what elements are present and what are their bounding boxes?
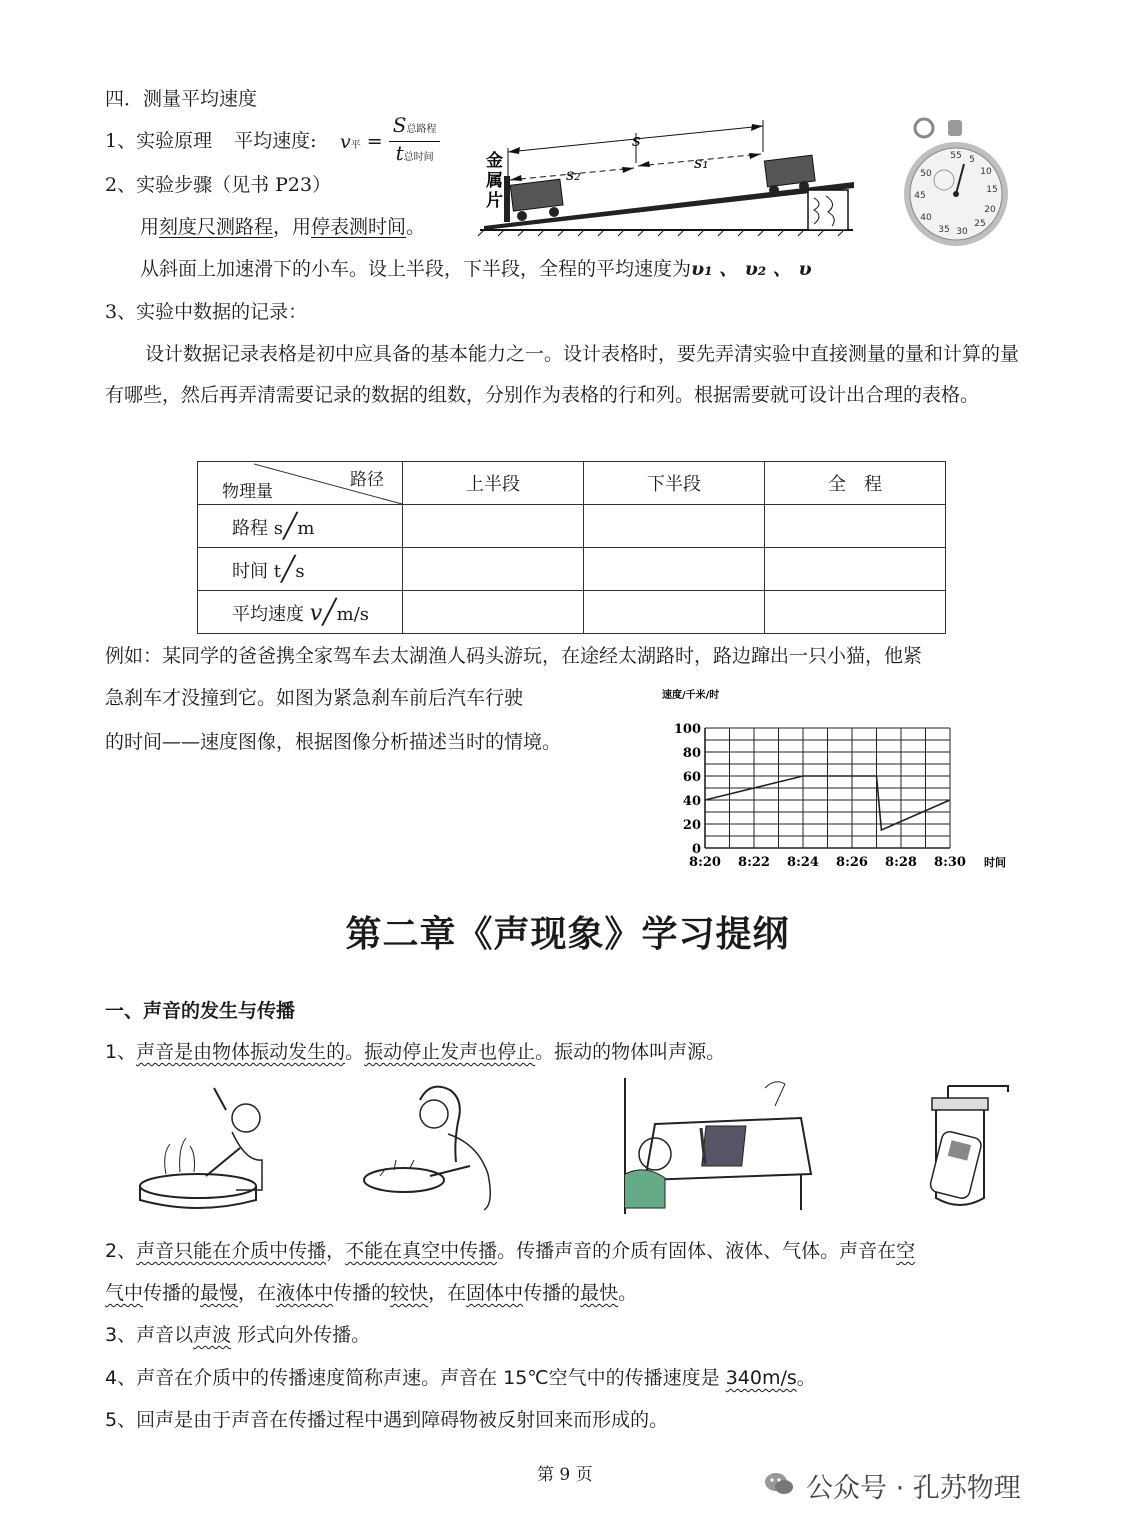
- chart-x-tick-label: 8:22: [738, 855, 770, 870]
- formula-denominator: t总时间: [395, 141, 434, 165]
- chart-x-tick-label: 8:30: [934, 855, 966, 870]
- table-row: [198, 591, 946, 634]
- speed-time-chart: [650, 686, 1006, 876]
- col-header: 全 程: [765, 462, 946, 505]
- svg-text:10: 10: [980, 167, 992, 177]
- table-cell: [403, 591, 584, 634]
- data-table: [197, 461, 946, 634]
- bell-jar-phone-illustration: [918, 1074, 1018, 1214]
- velocity-vars: υ₁ 、 υ₂ 、 υ: [691, 258, 812, 280]
- chapter-title: 第二章《声现象》学习提纲: [345, 914, 790, 955]
- point-2-line-2: 气中传播的最慢，在液体中传播的较快，在固体中传播的最快。: [105, 1282, 638, 1304]
- label-s2: s₂: [566, 165, 581, 184]
- drum-illustration: [136, 1082, 276, 1212]
- desk-illustration: [605, 1078, 815, 1214]
- step-line-2: 从斜面上加速滑下的小车。设上半段，下半段，全程的平均速度为υ₁ 、 υ₂ 、 υ: [140, 258, 812, 280]
- wechat-icon: [764, 1472, 794, 1494]
- chart-ylabel: 速度/千米/时: [662, 690, 720, 701]
- row-label: 路程 s╱m: [198, 505, 403, 548]
- svg-text:50: 50: [920, 169, 932, 179]
- svg-text:30: 30: [956, 227, 968, 237]
- example-line-3: 的时间——速度图像，根据图像分析描述当时的情境。: [105, 731, 562, 753]
- example-line-1: 例如：某同学的爸爸携全家驾车去太湖渔人码头游玩，在途经太湖路时，路边蹿出一只小猫，他紧: [105, 645, 923, 667]
- corner-top-label: 路径: [350, 470, 384, 490]
- col-header: 上半段: [403, 462, 584, 505]
- formula-v: v平: [340, 130, 361, 153]
- item-1-label: 1、实验原理: [105, 130, 213, 152]
- label-s1: s₁: [694, 153, 709, 172]
- svg-text:25: 25: [974, 219, 986, 229]
- point-1: 1、声音是由物体振动发生的。振动停止发声也停止。振动的物体叫声源。: [105, 1041, 726, 1063]
- formula-numerator: S总路程: [389, 114, 441, 142]
- metal-plate-label-2: 属: [486, 171, 503, 191]
- section-1-heading: 一、声音的发生与传播: [105, 1000, 296, 1022]
- item-1-text: 平均速度:: [234, 130, 317, 152]
- table-cell: [403, 505, 584, 548]
- svg-text:55: 55: [950, 151, 962, 161]
- section-heading: 四．测量平均速度: [105, 88, 258, 110]
- chart-x-tick-label: 8:20: [689, 855, 721, 870]
- paragraph-table-design: 设计数据记录表格是初中应具备的基本能力之一。设计表格时，要先弄清实验中直接测量的量和计算的量有哪些，然后再弄清需要记录的数据的组数，分别作为表格的行和列。根据需要就可设计出合理的表格。: [105, 343, 1020, 406]
- table-cell: [765, 591, 946, 634]
- chart-y-tick-label: 80: [682, 746, 701, 761]
- chart-x-tick-label: 8:24: [787, 855, 819, 870]
- chart-x-tick-label: 8:28: [885, 855, 917, 870]
- chart-xlabel: 时间: [984, 856, 1006, 869]
- watermark: 公众号 · 孔苏物理: [806, 1473, 1021, 1504]
- incline-diagram: [478, 118, 858, 236]
- metal-plate-label-1: 金: [486, 151, 503, 171]
- chart-y-tick-label: 40: [682, 794, 701, 809]
- svg-text:40: 40: [920, 213, 932, 223]
- table-cell: [403, 548, 584, 591]
- table-corner: [198, 462, 403, 505]
- chart-y-tick-label: 60: [682, 770, 701, 785]
- label-s: s: [632, 131, 641, 151]
- table-row: [198, 548, 946, 591]
- point-5: 5、回声是由于声音在传播过程中遇到障碍物被反射回来而形成的。: [105, 1409, 669, 1431]
- svg-text:35: 35: [938, 225, 950, 235]
- step-line-1: 用刻度尺测路程，用停表测时间。: [140, 216, 426, 238]
- row-label: 时间 t╱s: [198, 548, 403, 591]
- item-2: 2、实验步骤（见书 P23）: [105, 174, 332, 196]
- item-3: 3、实验中数据的记录：: [105, 301, 308, 323]
- svg-text:15: 15: [986, 185, 998, 195]
- point-2-line-1: 2、声音只能在介质中传播，不能在真空中传播。传播声音的介质有固体、液体、气体。声音在空: [105, 1240, 916, 1262]
- point-3: 3、声音以声波 形式向外传播。: [105, 1324, 371, 1346]
- table-row: [198, 505, 946, 548]
- frying-pan-illustration: [360, 1080, 520, 1212]
- chart-grid: [705, 728, 950, 848]
- table-cell: [765, 548, 946, 591]
- row-label: 平均速度 v╱m/s: [198, 591, 403, 634]
- stopwatch-image: [900, 116, 1012, 252]
- svg-text:5: 5: [969, 155, 975, 165]
- metal-plate-label-3: 片: [486, 191, 503, 211]
- table-cell: [584, 548, 765, 591]
- chart-y-tick-label: 100: [673, 722, 701, 737]
- chart-y-tick-label: 0: [691, 842, 701, 857]
- example-line-2: 急刹车才没撞到它。如图为紧急刹车前后汽车行驶: [105, 687, 524, 709]
- formula: v平 = $\frac{\text{S总路程}}{\text{t总时间}}$: [340, 114, 440, 169]
- item-1: [105, 128, 317, 154]
- svg-text:45: 45: [914, 191, 926, 201]
- table-cell: [584, 505, 765, 548]
- point-4: 4、声音在介质中的传播速度简称声速。声音在 15℃空气中的传播速度是 340m/s。: [105, 1367, 816, 1389]
- page-number: 第 9 页: [537, 1465, 593, 1485]
- svg-text:20: 20: [984, 205, 996, 215]
- chart-y-tick-label: 20: [682, 818, 701, 833]
- table-cell: [584, 591, 765, 634]
- chart-x-tick-label: 8:26: [836, 855, 868, 870]
- col-header: 下半段: [584, 462, 765, 505]
- corner-bottom-label: 物理量: [222, 482, 273, 502]
- table-cell: [765, 505, 946, 548]
